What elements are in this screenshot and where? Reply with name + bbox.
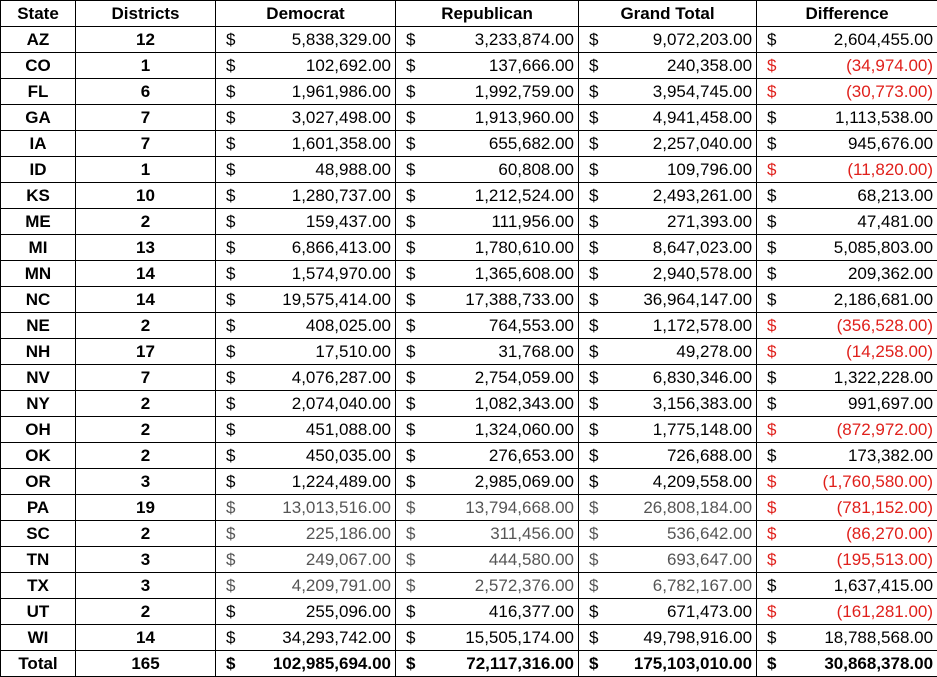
democrat-cell: 1,961,986.00: [246, 79, 396, 105]
grand-total-cell: 26,808,184.00: [609, 495, 757, 521]
currency-symbol: $: [579, 157, 609, 183]
state-cell: OR: [1, 469, 76, 495]
table-row: [1, 521, 937, 547]
republican-cell: 1,082,343.00: [426, 391, 579, 417]
col-header-difference: Difference: [757, 1, 937, 27]
difference-cell: (34,974.00): [787, 53, 937, 79]
democrat-cell: 2,074,040.00: [246, 391, 396, 417]
state-cell: MI: [1, 235, 76, 261]
currency-symbol: $: [579, 53, 609, 79]
currency-symbol: $: [579, 625, 609, 651]
republican-cell: 1,324,060.00: [426, 417, 579, 443]
table-row: [1, 313, 937, 339]
state-cell: OK: [1, 443, 76, 469]
total-democrat: 102,985,694.00: [246, 651, 396, 677]
currency-symbol: $: [396, 313, 426, 339]
currency-symbol: $: [579, 209, 609, 235]
state-cell: IA: [1, 131, 76, 157]
districts-cell: 2: [76, 209, 216, 235]
col-header-districts: Districts: [76, 1, 216, 27]
grand-total-cell: 693,647.00: [609, 547, 757, 573]
col-header-democrat: Democrat: [216, 1, 396, 27]
table-row: [1, 495, 937, 521]
currency-symbol: $: [216, 209, 246, 235]
grand-total-cell: 2,940,578.00: [609, 261, 757, 287]
grand-total-cell: 6,782,167.00: [609, 573, 757, 599]
republican-cell: 444,580.00: [426, 547, 579, 573]
republican-cell: 137,666.00: [426, 53, 579, 79]
col-header-grand-total: Grand Total: [579, 1, 757, 27]
currency-symbol: $: [396, 53, 426, 79]
currency-symbol: $: [757, 495, 787, 521]
state-cell: NY: [1, 391, 76, 417]
currency-symbol: $: [396, 209, 426, 235]
currency-symbol: $: [757, 105, 787, 131]
districts-cell: 13: [76, 235, 216, 261]
republican-cell: 1,212,524.00: [426, 183, 579, 209]
state-cell: NH: [1, 339, 76, 365]
grand-total-cell: 49,278.00: [609, 339, 757, 365]
currency-symbol: $: [757, 469, 787, 495]
districts-cell: 3: [76, 573, 216, 599]
republican-cell: 17,388,733.00: [426, 287, 579, 313]
currency-symbol: $: [579, 521, 609, 547]
currency-symbol: $: [216, 183, 246, 209]
republican-cell: 15,505,174.00: [426, 625, 579, 651]
currency-symbol: $: [579, 313, 609, 339]
table-row: [1, 365, 937, 391]
districts-cell: 10: [76, 183, 216, 209]
currency-symbol: $: [579, 495, 609, 521]
table-row: [1, 573, 937, 599]
democrat-cell: 19,575,414.00: [246, 287, 396, 313]
districts-cell: 1: [76, 157, 216, 183]
republican-cell: 1,913,960.00: [426, 105, 579, 131]
districts-cell: 2: [76, 599, 216, 625]
difference-cell: 173,382.00: [787, 443, 937, 469]
currency-symbol: $: [579, 79, 609, 105]
grand-total-cell: 8,647,023.00: [609, 235, 757, 261]
grand-total-cell: 726,688.00: [609, 443, 757, 469]
districts-cell: 7: [76, 365, 216, 391]
currency-symbol: $: [396, 417, 426, 443]
currency-symbol: $: [757, 391, 787, 417]
table-row: [1, 79, 937, 105]
democrat-cell: 5,838,329.00: [246, 27, 396, 53]
districts-cell: 3: [76, 547, 216, 573]
currency-symbol: $: [396, 547, 426, 573]
table-row: [1, 27, 937, 53]
currency-symbol: $: [396, 443, 426, 469]
currency-symbol: $: [579, 235, 609, 261]
currency-symbol: $: [579, 105, 609, 131]
currency-symbol: $: [757, 157, 787, 183]
republican-cell: 111,956.00: [426, 209, 579, 235]
currency-symbol: $: [216, 261, 246, 287]
democrat-cell: 408,025.00: [246, 313, 396, 339]
currency-symbol: $: [579, 573, 609, 599]
districts-cell: 2: [76, 521, 216, 547]
currency-symbol: $: [579, 339, 609, 365]
currency-symbol: $: [757, 235, 787, 261]
republican-cell: 2,754,059.00: [426, 365, 579, 391]
currency-symbol: $: [757, 443, 787, 469]
difference-cell: 5,085,803.00: [787, 235, 937, 261]
difference-cell: 945,676.00: [787, 131, 937, 157]
difference-cell: (1,760,580.00): [787, 469, 937, 495]
currency-symbol: $: [216, 469, 246, 495]
currency-symbol: $: [396, 105, 426, 131]
table-row: [1, 53, 937, 79]
currency-symbol: $: [757, 209, 787, 235]
democrat-cell: 1,224,489.00: [246, 469, 396, 495]
currency-symbol: $: [396, 365, 426, 391]
currency-symbol: $: [579, 391, 609, 417]
currency-symbol: $: [216, 391, 246, 417]
grand-total-cell: 4,941,458.00: [609, 105, 757, 131]
state-cell: KS: [1, 183, 76, 209]
democrat-cell: 1,280,737.00: [246, 183, 396, 209]
currency-symbol: $: [757, 183, 787, 209]
grand-total-cell: 4,209,558.00: [609, 469, 757, 495]
republican-cell: 60,808.00: [426, 157, 579, 183]
state-cell: NE: [1, 313, 76, 339]
currency-symbol: $: [396, 235, 426, 261]
currency-symbol: $: [216, 495, 246, 521]
democrat-cell: 159,437.00: [246, 209, 396, 235]
currency-symbol: $: [757, 417, 787, 443]
state-cell: TX: [1, 573, 76, 599]
democrat-cell: 102,692.00: [246, 53, 396, 79]
republican-cell: 276,653.00: [426, 443, 579, 469]
republican-cell: 655,682.00: [426, 131, 579, 157]
difference-cell: (356,528.00): [787, 313, 937, 339]
democrat-cell: 34,293,742.00: [246, 625, 396, 651]
currency-symbol: $: [216, 235, 246, 261]
currency-symbol: $: [396, 157, 426, 183]
democrat-cell: 225,186.00: [246, 521, 396, 547]
grand-total-cell: 1,172,578.00: [609, 313, 757, 339]
democrat-cell: 6,866,413.00: [246, 235, 396, 261]
grand-total-cell: 49,798,916.00: [609, 625, 757, 651]
table-row: [1, 339, 937, 365]
currency-symbol: $: [216, 599, 246, 625]
table-row: [1, 235, 937, 261]
currency-symbol: $: [216, 651, 246, 677]
state-cell: AZ: [1, 27, 76, 53]
currency-symbol: $: [396, 27, 426, 53]
grand-total-cell: 9,072,203.00: [609, 27, 757, 53]
state-cell: SC: [1, 521, 76, 547]
state-cell: ME: [1, 209, 76, 235]
table-row: [1, 625, 937, 651]
table-row: [1, 469, 937, 495]
header-row: [1, 1, 937, 27]
currency-symbol: $: [216, 443, 246, 469]
democrat-cell: 4,209,791.00: [246, 573, 396, 599]
state-cell: NC: [1, 287, 76, 313]
total-districts: 165: [76, 651, 216, 677]
currency-symbol: $: [757, 27, 787, 53]
difference-cell: 991,697.00: [787, 391, 937, 417]
currency-symbol: $: [579, 547, 609, 573]
currency-symbol: $: [396, 573, 426, 599]
democrat-cell: 3,027,498.00: [246, 105, 396, 131]
state-cell: ID: [1, 157, 76, 183]
currency-symbol: $: [396, 131, 426, 157]
republican-cell: 1,992,759.00: [426, 79, 579, 105]
currency-symbol: $: [216, 287, 246, 313]
democrat-cell: 17,510.00: [246, 339, 396, 365]
currency-symbol: $: [396, 625, 426, 651]
currency-symbol: $: [579, 443, 609, 469]
difference-cell: 2,604,455.00: [787, 27, 937, 53]
currency-symbol: $: [216, 105, 246, 131]
grand-total-cell: 6,830,346.00: [609, 365, 757, 391]
republican-cell: 2,572,376.00: [426, 573, 579, 599]
currency-symbol: $: [757, 287, 787, 313]
grand-total-cell: 1,775,148.00: [609, 417, 757, 443]
grand-total-cell: 271,393.00: [609, 209, 757, 235]
currency-symbol: $: [216, 521, 246, 547]
republican-cell: 2,985,069.00: [426, 469, 579, 495]
state-cell: OH: [1, 417, 76, 443]
currency-symbol: $: [757, 79, 787, 105]
difference-cell: (872,972.00): [787, 417, 937, 443]
currency-symbol: $: [216, 573, 246, 599]
state-cell: UT: [1, 599, 76, 625]
currency-symbol: $: [579, 651, 609, 677]
districts-cell: 2: [76, 417, 216, 443]
republican-cell: 764,553.00: [426, 313, 579, 339]
currency-symbol: $: [396, 183, 426, 209]
democrat-cell: 4,076,287.00: [246, 365, 396, 391]
currency-symbol: $: [396, 79, 426, 105]
currency-symbol: $: [396, 495, 426, 521]
state-cell: CO: [1, 53, 76, 79]
districts-cell: 7: [76, 105, 216, 131]
currency-symbol: $: [757, 313, 787, 339]
grand-total-cell: 3,954,745.00: [609, 79, 757, 105]
districts-cell: 2: [76, 313, 216, 339]
currency-symbol: $: [579, 599, 609, 625]
districts-cell: 3: [76, 469, 216, 495]
currency-symbol: $: [216, 417, 246, 443]
currency-symbol: $: [757, 573, 787, 599]
difference-cell: (30,773.00): [787, 79, 937, 105]
currency-symbol: $: [757, 261, 787, 287]
table-row: [1, 105, 937, 131]
table-row: [1, 209, 937, 235]
table-row: [1, 391, 937, 417]
democrat-cell: 1,574,970.00: [246, 261, 396, 287]
difference-cell: 2,186,681.00: [787, 287, 937, 313]
difference-cell: (161,281.00): [787, 599, 937, 625]
difference-cell: 18,788,568.00: [787, 625, 937, 651]
republican-cell: 3,233,874.00: [426, 27, 579, 53]
grand-total-cell: 536,642.00: [609, 521, 757, 547]
currency-symbol: $: [757, 521, 787, 547]
currency-symbol: $: [396, 469, 426, 495]
republican-cell: 416,377.00: [426, 599, 579, 625]
republican-cell: 13,794,668.00: [426, 495, 579, 521]
currency-symbol: $: [579, 365, 609, 391]
difference-cell: (781,152.00): [787, 495, 937, 521]
grand-total-cell: 3,156,383.00: [609, 391, 757, 417]
table-row: [1, 131, 937, 157]
currency-symbol: $: [757, 599, 787, 625]
districts-cell: 2: [76, 443, 216, 469]
grand-total-cell: 671,473.00: [609, 599, 757, 625]
democrat-cell: 48,988.00: [246, 157, 396, 183]
table-row: [1, 547, 937, 573]
currency-symbol: $: [396, 651, 426, 677]
total-label: Total: [1, 651, 76, 677]
currency-symbol: $: [396, 339, 426, 365]
table-row: [1, 261, 937, 287]
currency-symbol: $: [216, 131, 246, 157]
districts-cell: 14: [76, 625, 216, 651]
grand-total-cell: 109,796.00: [609, 157, 757, 183]
grand-total-cell: 240,358.00: [609, 53, 757, 79]
total-difference: 30,868,378.00: [787, 651, 937, 677]
currency-symbol: $: [757, 53, 787, 79]
state-cell: GA: [1, 105, 76, 131]
democrat-cell: 249,067.00: [246, 547, 396, 573]
currency-symbol: $: [579, 469, 609, 495]
currency-symbol: $: [216, 365, 246, 391]
districts-cell: 1: [76, 53, 216, 79]
currency-symbol: $: [579, 287, 609, 313]
total-row: [1, 651, 937, 677]
difference-cell: 1,113,538.00: [787, 105, 937, 131]
republican-cell: 311,456.00: [426, 521, 579, 547]
currency-symbol: $: [396, 287, 426, 313]
currency-symbol: $: [396, 261, 426, 287]
state-cell: TN: [1, 547, 76, 573]
difference-cell: (11,820.00): [787, 157, 937, 183]
currency-symbol: $: [216, 27, 246, 53]
grand-total-cell: 2,493,261.00: [609, 183, 757, 209]
table-row: [1, 287, 937, 313]
currency-symbol: $: [396, 391, 426, 417]
districts-cell: 17: [76, 339, 216, 365]
districts-cell: 14: [76, 287, 216, 313]
currency-symbol: $: [216, 53, 246, 79]
total-republican: 72,117,316.00: [426, 651, 579, 677]
total-grand-total: 175,103,010.00: [609, 651, 757, 677]
democrat-cell: 13,013,516.00: [246, 495, 396, 521]
districts-cell: 14: [76, 261, 216, 287]
grand-total-cell: 36,964,147.00: [609, 287, 757, 313]
districts-cell: 19: [76, 495, 216, 521]
state-cell: PA: [1, 495, 76, 521]
republican-cell: 1,365,608.00: [426, 261, 579, 287]
democrat-cell: 1,601,358.00: [246, 131, 396, 157]
table-row: [1, 157, 937, 183]
districts-cell: 12: [76, 27, 216, 53]
grand-total-cell: 2,257,040.00: [609, 131, 757, 157]
democrat-cell: 450,035.00: [246, 443, 396, 469]
difference-cell: (14,258.00): [787, 339, 937, 365]
difference-cell: 47,481.00: [787, 209, 937, 235]
currency-symbol: $: [579, 261, 609, 287]
currency-symbol: $: [579, 417, 609, 443]
currency-symbol: $: [396, 521, 426, 547]
currency-symbol: $: [396, 599, 426, 625]
currency-symbol: $: [216, 313, 246, 339]
districts-cell: 2: [76, 391, 216, 417]
col-header-republican: Republican: [396, 1, 579, 27]
republican-cell: 31,768.00: [426, 339, 579, 365]
currency-symbol: $: [216, 547, 246, 573]
table-row: [1, 183, 937, 209]
currency-symbol: $: [216, 625, 246, 651]
difference-cell: (195,513.00): [787, 547, 937, 573]
currency-symbol: $: [579, 27, 609, 53]
state-cell: MN: [1, 261, 76, 287]
state-cell: FL: [1, 79, 76, 105]
currency-symbol: $: [216, 157, 246, 183]
currency-symbol: $: [216, 339, 246, 365]
currency-symbol: $: [757, 131, 787, 157]
table-row: [1, 599, 937, 625]
currency-symbol: $: [216, 79, 246, 105]
table-body: [1, 27, 937, 651]
democrat-cell: 451,088.00: [246, 417, 396, 443]
currency-symbol: $: [757, 625, 787, 651]
currency-symbol: $: [757, 651, 787, 677]
difference-cell: 68,213.00: [787, 183, 937, 209]
state-cell: WI: [1, 625, 76, 651]
districts-cell: 6: [76, 79, 216, 105]
currency-symbol: $: [757, 547, 787, 573]
currency-symbol: $: [757, 339, 787, 365]
currency-symbol: $: [579, 183, 609, 209]
currency-symbol: $: [757, 365, 787, 391]
col-header-state: State: [1, 1, 76, 27]
state-cell: NV: [1, 365, 76, 391]
democrat-cell: 255,096.00: [246, 599, 396, 625]
difference-cell: 1,322,228.00: [787, 365, 937, 391]
table-row: [1, 443, 937, 469]
difference-cell: 209,362.00: [787, 261, 937, 287]
difference-cell: 1,637,415.00: [787, 573, 937, 599]
currency-symbol: $: [579, 131, 609, 157]
difference-cell: (86,270.00): [787, 521, 937, 547]
republican-cell: 1,780,610.00: [426, 235, 579, 261]
districts-cell: 7: [76, 131, 216, 157]
table-row: [1, 417, 937, 443]
